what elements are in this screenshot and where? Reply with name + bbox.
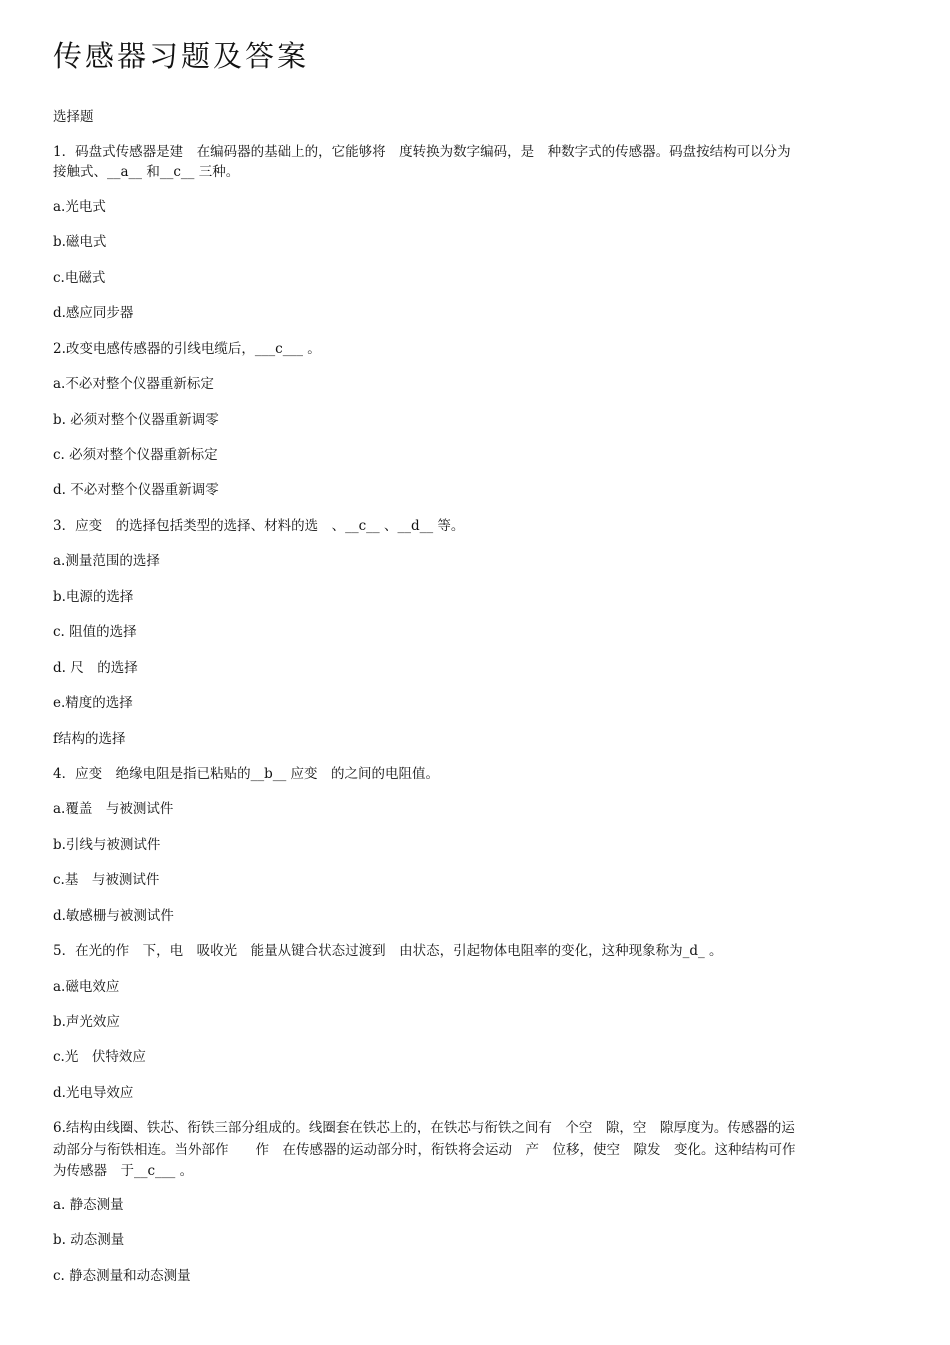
- q4-option-c: c.基 与被测试件: [53, 872, 160, 888]
- q4-option-a: a.覆盖 与被测试件: [53, 801, 174, 817]
- q4-option-d: d.敏感栅与被测试件: [53, 908, 174, 924]
- q2-option-b: b. 必须对整个仪器重新调零: [53, 412, 219, 428]
- q1-option-a: a.光电式: [53, 199, 106, 215]
- question-6-line-3: 为传感器 于__c___ 。: [53, 1163, 194, 1179]
- q3-option-a: a.测量范围的选择: [53, 553, 160, 569]
- q2-option-a: a.不必对整个仪器重新标定: [53, 376, 214, 392]
- q6-option-c: c. 静态测量和动态测量: [53, 1268, 191, 1284]
- question-1-line-2: 接触式、__a__ 和__c__ 三种。: [53, 164, 240, 180]
- q1-option-b: b.磁电式: [53, 234, 107, 250]
- q4-option-b: b.引线与被测试件: [53, 837, 161, 853]
- q2-option-d: d. 不必对整个仪器重新调零: [53, 482, 219, 498]
- q3-option-e: e.精度的选择: [53, 695, 133, 711]
- question-5: 5．在光的作 下，电 吸收光 能量从键合状态过渡到 由状态，引起物体电阻率的变化，这种现象称为_d_ 。: [53, 943, 723, 959]
- document-title: 传感器习题及答案: [53, 39, 310, 73]
- question-6-line-1: 6.结构由线圈、铁芯、衔铁三部分组成的。线圈套在铁芯上的，在铁芯与衔铁之间有 个空 隙，空 隙厚度为。传感器的运: [53, 1120, 795, 1136]
- q6-option-b: b. 动态测量: [53, 1232, 125, 1248]
- q3-option-b: b.电源的选择: [53, 589, 134, 605]
- question-1-line-1: 1．码盘式传感器是建 在编码器的基础上的，它能够将 度转换为数字编码，是 种数字式的传感器。码盘按结构可以分为: [53, 144, 791, 160]
- q5-option-a: a.磁电效应: [53, 979, 120, 995]
- q2-option-c: c. 必须对整个仪器重新标定: [53, 447, 218, 463]
- q5-option-b: b.声光效应: [53, 1014, 120, 1030]
- q1-option-c: c.电磁式: [53, 270, 106, 286]
- q3-option-d: d. 尺 的选择: [53, 660, 138, 676]
- question-6-line-2: 动部分与衔铁相连。当外部作 作 在传感器的运动部分时，衔铁将会运动 产 位移，使空 隙发 变化。这种结构可作: [53, 1142, 796, 1158]
- q6-option-a: a. 静态测量: [53, 1197, 124, 1213]
- q1-option-d: d.感应同步器: [53, 305, 134, 321]
- q5-option-c: c.光 伏特效应: [53, 1049, 146, 1065]
- section-heading: 选择题: [53, 109, 94, 125]
- question-3: 3．应变 的选择包括类型的选择、材料的选 、__c__ 、__d__ 等。: [53, 518, 465, 534]
- q3-option-f: f结构的选择: [53, 731, 126, 747]
- q3-option-c: c. 阻值的选择: [53, 624, 137, 640]
- q5-option-d: d.光电导效应: [53, 1085, 134, 1101]
- question-2: 2.改变电感传感器的引线电缆后，___c___ 。: [53, 341, 321, 357]
- question-4: 4．应变 绝缘电阻是指已粘贴的__b__ 应变 的之间的电阻值。: [53, 766, 440, 782]
